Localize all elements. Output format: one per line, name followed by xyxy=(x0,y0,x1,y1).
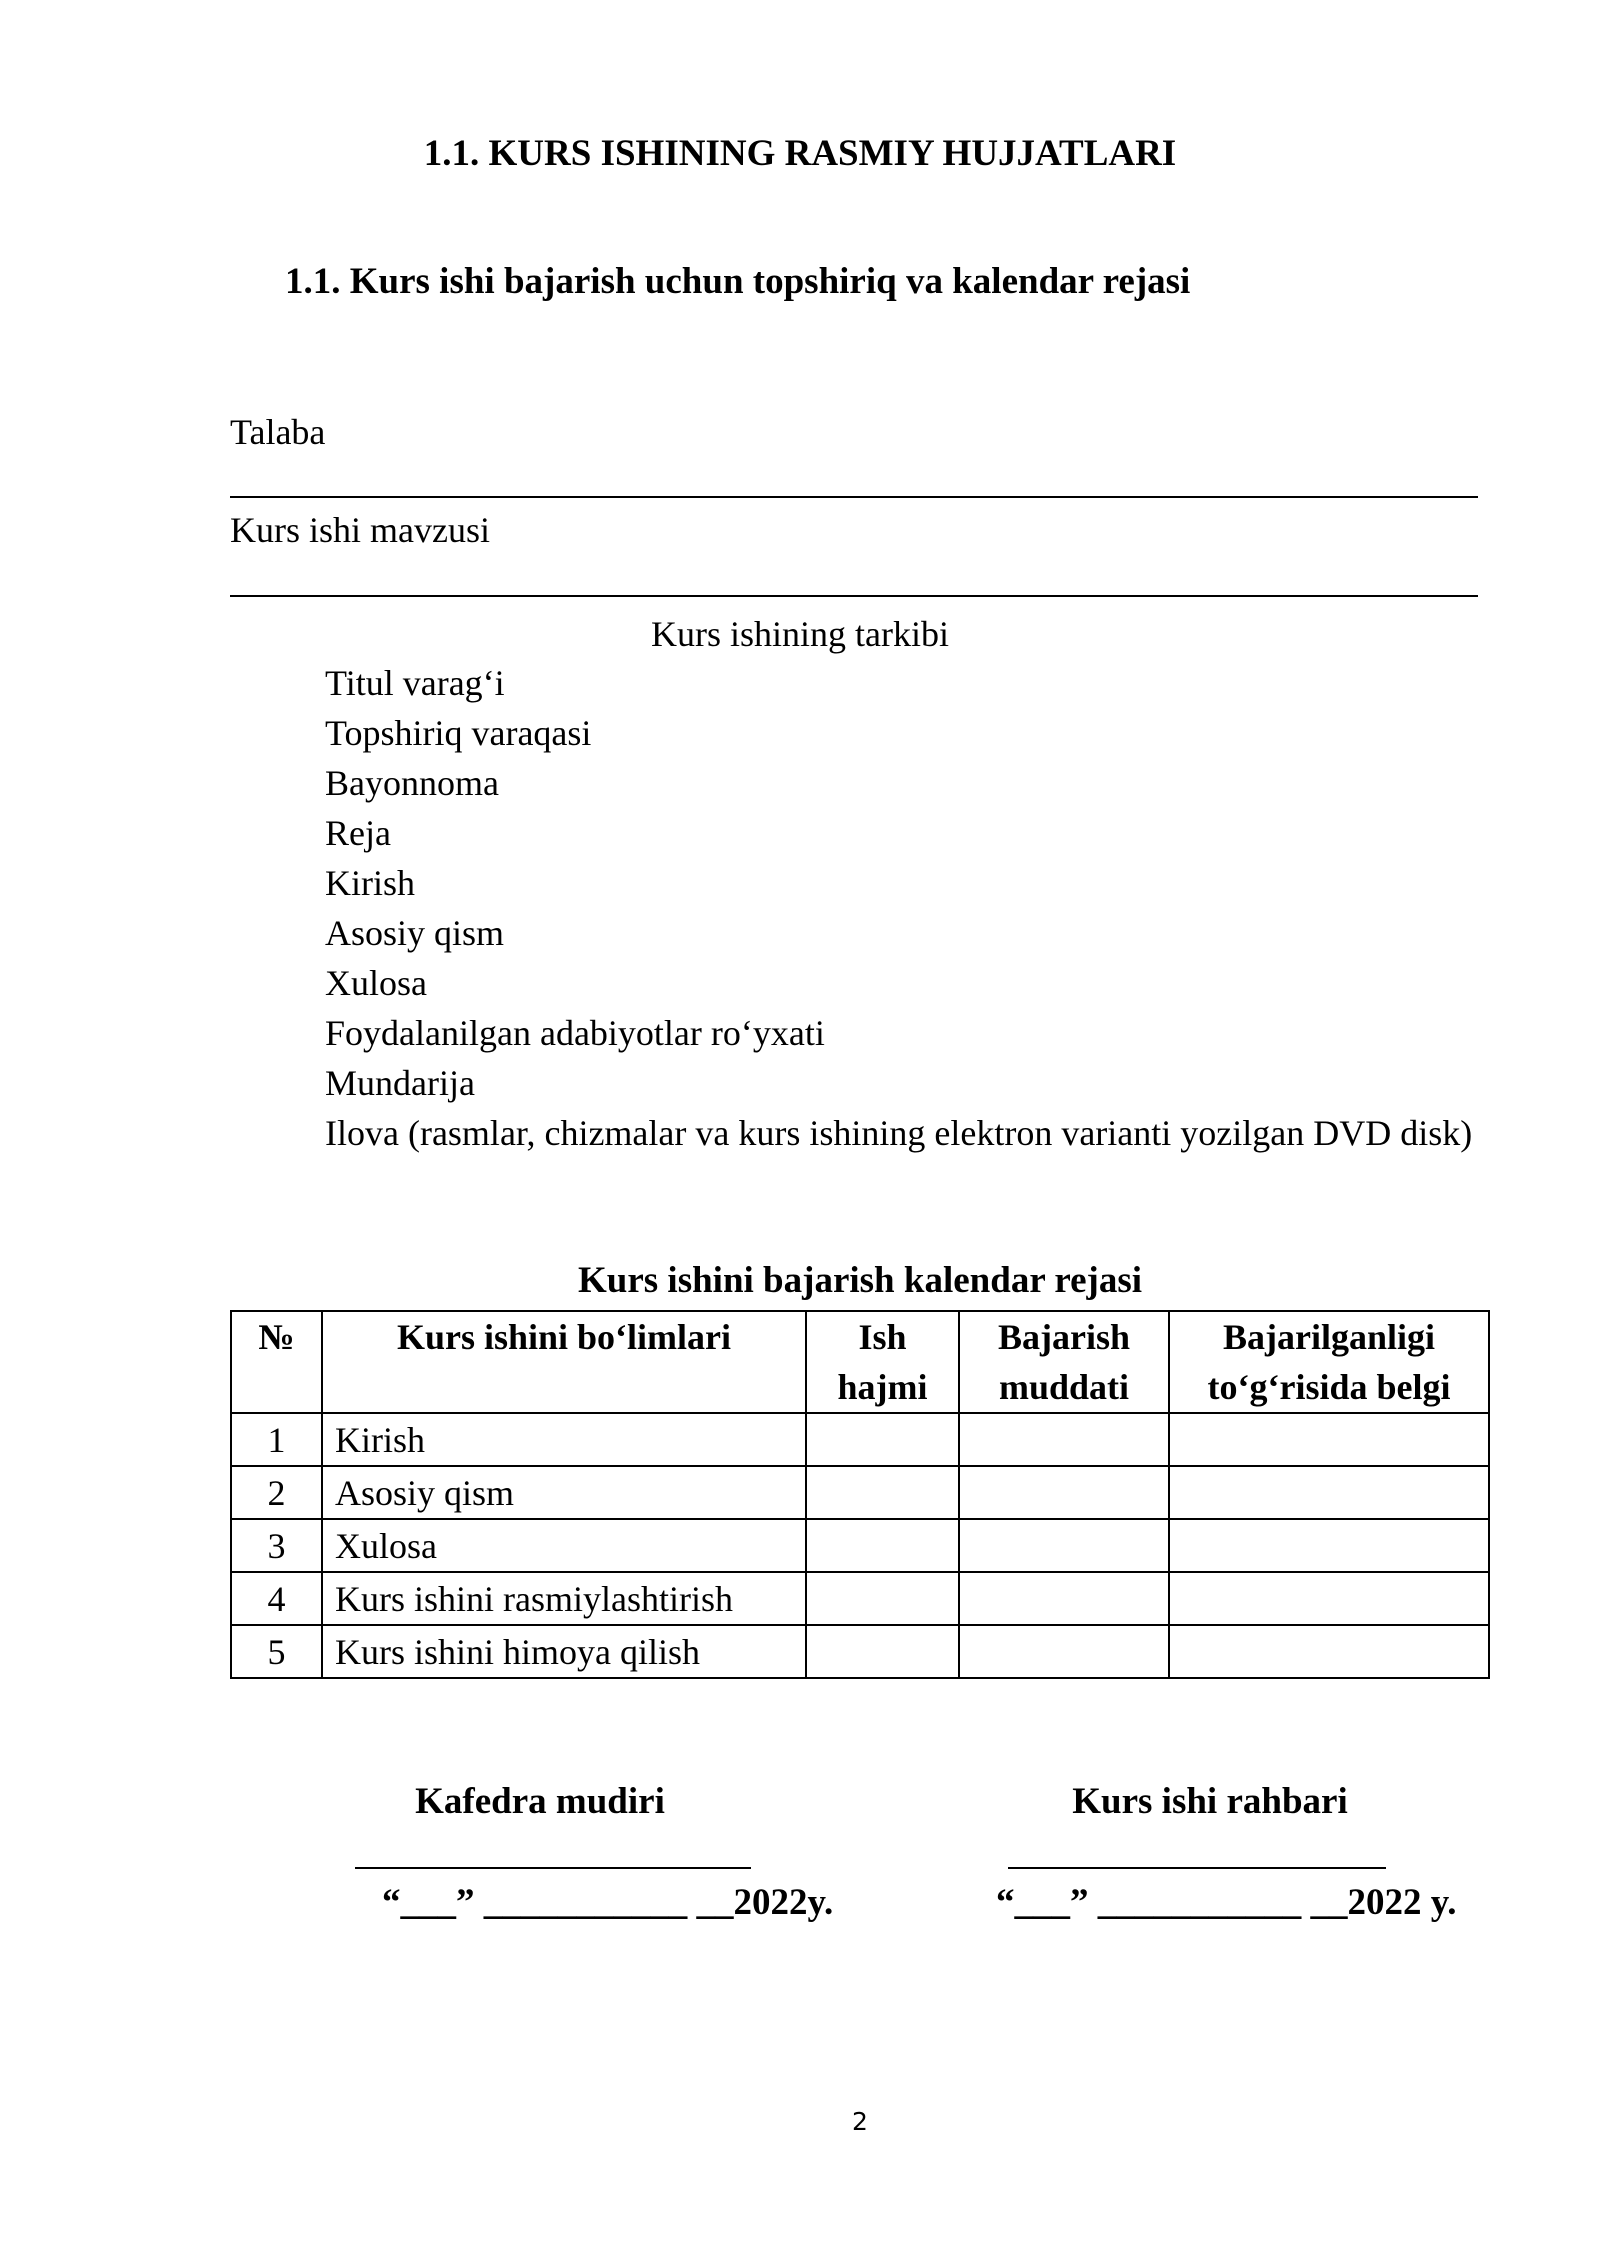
row-number: 4 xyxy=(231,1572,322,1625)
row-number: 2 xyxy=(231,1466,322,1519)
list-item: Foydalanilgan adabiyotlar ro‘yxati xyxy=(325,1013,825,1053)
student-fill-line xyxy=(230,496,1478,498)
row-mark-cell[interactable] xyxy=(1169,1466,1489,1519)
sub-title: 1.1. Kurs ishi bajarish uchun topshiriq va kalendar rejasi xyxy=(285,261,1191,302)
supervisor-date: “___” ___________ __2022 y. xyxy=(996,1882,1457,1923)
list-item: Kirish xyxy=(325,863,415,903)
header-section: Kurs ishini bo‘limlari xyxy=(322,1311,806,1413)
list-item: Reja xyxy=(325,813,391,853)
department-head-title: Kafedra mudiri xyxy=(415,1781,665,1822)
table-row xyxy=(231,1466,1489,1519)
table-row xyxy=(231,1572,1489,1625)
table-row xyxy=(231,1519,1489,1572)
row-mark-cell[interactable] xyxy=(1169,1413,1489,1466)
list-item: Xulosa xyxy=(325,963,427,1003)
row-deadline-cell[interactable] xyxy=(959,1572,1169,1625)
supervisor-signature-line xyxy=(1008,1867,1386,1869)
main-title: 1.1. KURS ISHINING RASMIY HUJJATLARI xyxy=(423,133,1177,174)
schedule-table xyxy=(230,1310,1490,1679)
topic-label: Kurs ishi mavzusi xyxy=(230,510,490,550)
row-section: Kirish xyxy=(322,1413,806,1466)
row-number: 3 xyxy=(231,1519,322,1572)
row-deadline-cell[interactable] xyxy=(959,1519,1169,1572)
row-volume-cell[interactable] xyxy=(806,1625,959,1678)
row-section: Kurs ishini himoya qilish xyxy=(322,1625,806,1678)
row-number: 1 xyxy=(231,1413,322,1466)
page-number: 2 xyxy=(852,2107,868,2136)
row-section: Asosiy qism xyxy=(322,1466,806,1519)
list-item: Titul varag‘i xyxy=(325,663,505,703)
row-mark-cell[interactable] xyxy=(1169,1625,1489,1678)
row-section: Xulosa xyxy=(322,1519,806,1572)
list-item: Topshiriq varaqasi xyxy=(325,713,592,753)
contents-caption: Kurs ishining tarkibi xyxy=(651,614,949,654)
table-row xyxy=(231,1413,1489,1466)
row-volume-cell[interactable] xyxy=(806,1572,959,1625)
row-deadline-cell[interactable] xyxy=(959,1413,1169,1466)
contents-list xyxy=(325,658,1480,1158)
row-mark-cell[interactable] xyxy=(1169,1572,1489,1625)
topic-fill-line xyxy=(230,595,1478,597)
row-deadline-cell[interactable] xyxy=(959,1466,1169,1519)
header-number: № xyxy=(231,1311,322,1413)
list-item: Asosiy qism xyxy=(325,913,505,953)
table-row xyxy=(231,1625,1489,1678)
row-section: Kurs ishini rasmiylashtirish xyxy=(322,1572,806,1625)
schedule-title: Kurs ishini bajarish kalendar rejasi xyxy=(577,1260,1142,1301)
header-completion-mark: Bajarilganligi to‘g‘risida belgi xyxy=(1169,1311,1489,1413)
department-head-signature-line xyxy=(355,1867,751,1869)
row-number: 5 xyxy=(231,1625,322,1678)
department-head-date: “___” ___________ __2022y. xyxy=(382,1882,834,1923)
student-label: Talaba xyxy=(230,412,326,452)
list-item: Ilova (rasmlar, chizmalar va kurs ishining elektron varianti yozilgan DVD disk) xyxy=(325,1113,1473,1153)
row-volume-cell[interactable] xyxy=(806,1413,959,1466)
header-deadline: Bajarish muddati xyxy=(959,1311,1169,1413)
list-item: Mundarija xyxy=(325,1063,475,1103)
table-header-row xyxy=(231,1311,1489,1413)
row-volume-cell[interactable] xyxy=(806,1519,959,1572)
list-item: Bayonnoma xyxy=(325,763,499,803)
header-volume: Ish hajmi xyxy=(806,1311,959,1413)
row-mark-cell[interactable] xyxy=(1169,1519,1489,1572)
row-volume-cell[interactable] xyxy=(806,1466,959,1519)
supervisor-title: Kurs ishi rahbari xyxy=(1072,1781,1348,1822)
row-deadline-cell[interactable] xyxy=(959,1625,1169,1678)
